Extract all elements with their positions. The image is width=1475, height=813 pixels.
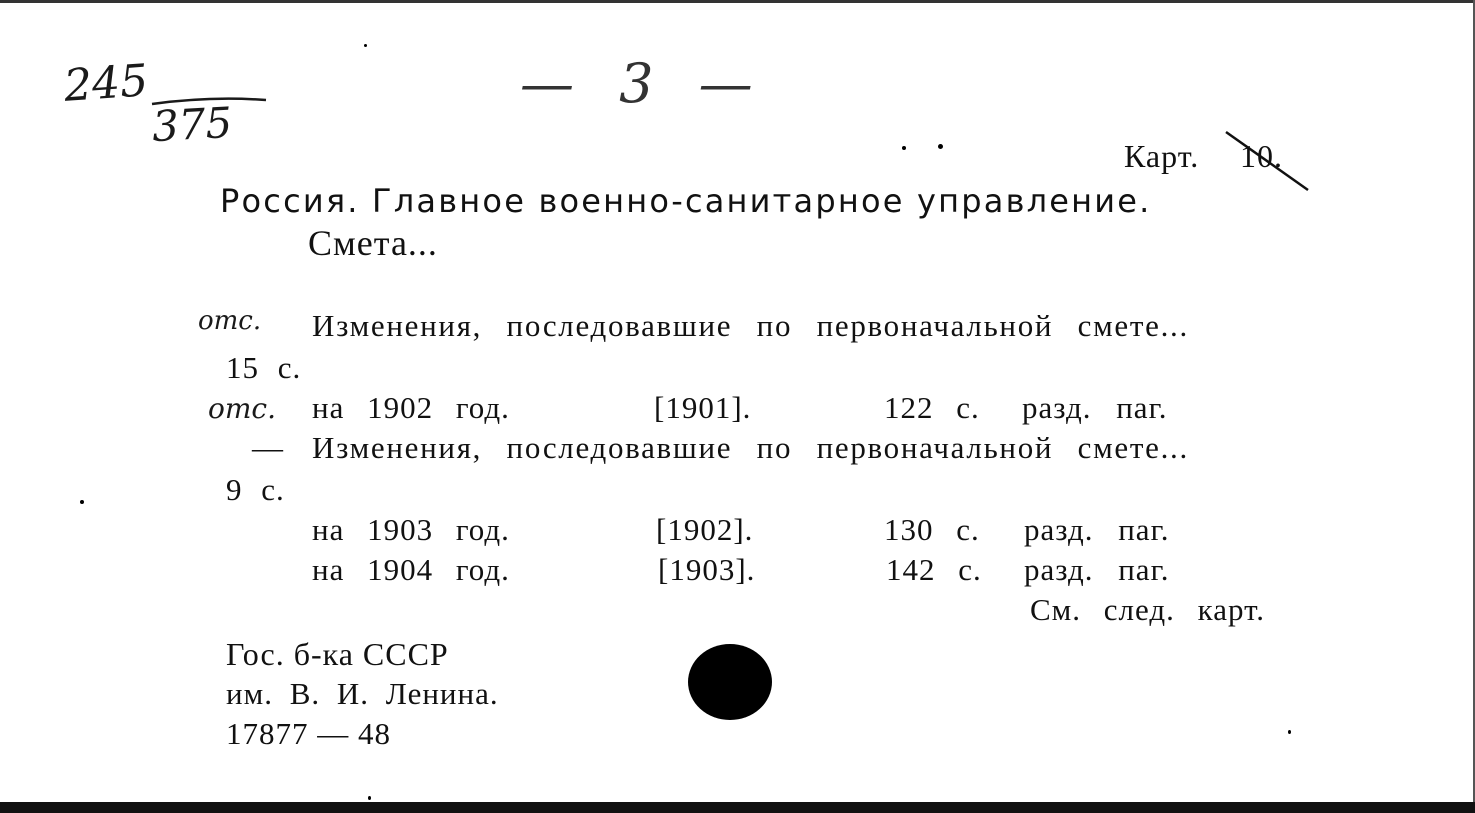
punch-hole (688, 644, 772, 720)
row-1902-year: на 1902 год. (312, 390, 510, 425)
row-1903-pages: 130 с. (884, 512, 980, 547)
library-line-2: им. В. И. Ленина. (226, 676, 499, 711)
library-line-1: Гос. б-ка СССР (226, 636, 449, 672)
row-1902-pages: 122 с. (884, 390, 980, 425)
card-number-strike (1222, 128, 1312, 194)
entry-2-pages: 9 с. (226, 472, 285, 507)
call-number-bottom: 375 (150, 97, 234, 152)
otc-mark-1: отс. (198, 306, 262, 336)
heading-line-1: Россия. Главное военно-санитарное управление. (220, 182, 1152, 220)
speck (1288, 730, 1291, 734)
row-1904-pages: 142 с. (886, 552, 982, 587)
otc-mark-2: отс. (208, 392, 276, 425)
heading-line-2: Смета... (308, 223, 438, 263)
speck (80, 500, 84, 504)
row-1904-bracket: [1903]. (658, 552, 756, 587)
page-number: — 3 — (520, 52, 767, 115)
library-line-3: 17877 — 48 (226, 716, 391, 751)
row-1903-bracket: [1902]. (656, 512, 754, 547)
entry-1-text: Изменения, последовавшие по первоначальной смете... (312, 308, 1189, 343)
card-number-value: 10. (1240, 138, 1283, 174)
row-1904-note: разд. паг. (1024, 552, 1170, 587)
see-next-card: См. след. карт. (1030, 592, 1266, 627)
row-1902-bracket: [1901]. (654, 390, 752, 425)
entry-2-dash: — (252, 430, 284, 465)
card-number-label: Карт. (1124, 138, 1200, 174)
speck (938, 144, 943, 149)
card-bottom-edge (0, 802, 1475, 813)
row-1904-year: на 1904 год. (312, 552, 510, 587)
entry-2-text: Изменения, последовавшие по первоначальной смете... (312, 430, 1189, 465)
row-1902-note: разд. паг. (1022, 390, 1168, 425)
entry-1-pages: 15 с. (226, 350, 302, 385)
call-number-top: 245 (62, 55, 150, 112)
card-top-edge (0, 0, 1475, 3)
row-1903-year: на 1903 год. (312, 512, 510, 547)
speck (902, 146, 906, 150)
row-1903-note: разд. паг. (1024, 512, 1170, 547)
speck (364, 44, 367, 47)
speck (368, 796, 371, 800)
